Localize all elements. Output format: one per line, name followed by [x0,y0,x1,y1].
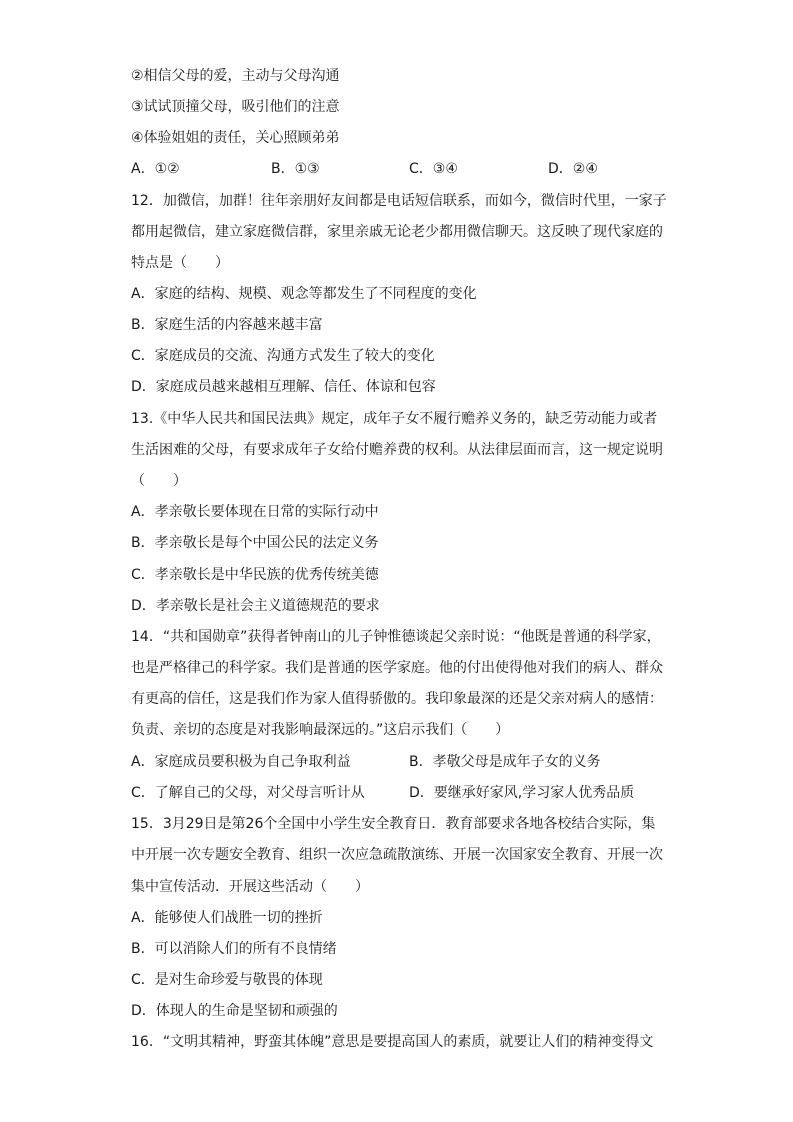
q13-option-a: A．孝亲敬长要体现在日常的实际行动中 [131,504,379,520]
q14-option-b: B．孝敬父母是成年子女的义务 [409,754,601,770]
q12-stem-line-2: 都用起微信，建立家庭微信群，家里亲戚无论老少都用微信聊天。这反映了现代家庭的 [131,224,663,240]
q12-option-a: A．家庭的结构、规模、观念等都发生了不同程度的变化 [131,286,477,302]
q14-option-a: A．家庭成员要积极为自己争取利益 [131,754,351,770]
q13-stem-line-3: （ ） [131,473,187,489]
q12-option-b: B．家庭生活的内容越来越丰富 [131,317,323,333]
q11-option-a: A．①② [131,161,180,177]
q15-stem-line-2: 中开展一次专题安全教育、组织一次应急疏散演练、开展一次国家安全教育、开展一次 [131,847,663,863]
q15-stem-line-3: 集中宣传活动．开展这些活动（ ） [131,879,369,895]
q14-stem-line-1: 14．“共和国勋章”获得者钟南山的儿子钟惟德谈起父亲时说：“他既是普通的科学家， [131,629,661,645]
q15-stem-line-1: 15．3月29日是第26个全国中小学生安全教育日．教育部要求各地各校结合实际，集 [131,816,656,832]
q14-stem-line-4: 负责、亲切的态度是对我影响最深远的。”这启示我们（ ） [131,722,510,738]
q15-option-d: D．体现人的生命是坚韧和顽强的 [131,1003,338,1019]
q14-option-d: D．要继承好家风,学习家人优秀品质 [409,785,635,801]
q11-option-d: D．②④ [548,161,598,177]
q12-option-d: D．家庭成员越来越相互理解、信任、体谅和包容 [131,379,436,395]
q11-item-2: ②相信父母的爱，主动与父母沟通 [131,68,340,84]
q14-option-c: C．了解自己的父母，对父母言听计从 [131,785,365,801]
q13-option-d: D．孝亲敬长是社会主义道德规范的要求 [131,598,380,614]
q11-item-4: ④体验姐姐的责任，关心照顾弟弟 [131,130,340,146]
q13-stem-line-2: 生活困难的父母，有要求成年子女给付赡养费的权利。从法律层面而言，这一规定说明 [131,442,663,458]
q11-item-3: ③试试顶撞父母，吸引他们的注意 [131,99,340,115]
q15-option-c: C．是对生命珍爱与敬畏的体现 [131,972,323,988]
q12-stem-line-3: 特点是（ ） [131,255,229,271]
q14-stem-line-3: 有更高的信任，这是我们作为家人值得骄傲的。我印象最深的还是父亲对病人的感情： [131,691,663,707]
q12-option-c: C．家庭成员的交流、沟通方式发生了较大的变化 [131,348,435,364]
q11-option-c: C．③④ [409,161,458,177]
q15-option-a: A．能够使人们战胜一切的挫折 [131,910,323,926]
q13-option-c: C．孝亲敬长是中华民族的优秀传统美德 [131,567,379,583]
q14-stem-line-2: 也是严格律己的科学家。我们是普通的医学家庭。他的付出使得他对我们的病人、群众 [131,660,663,676]
q15-option-b: B．可以消除人们的所有不良情绪 [131,941,337,957]
q13-option-b: B．孝亲敬长是每个中国公民的法定义务 [131,535,379,551]
q12-stem-line-1: 12．加微信，加群！往年亲朋好友间都是电话短信联系，而如今，微信时代里，一家子 [131,193,667,209]
q13-stem-line-1: 13.《中华人民共和国民法典》规定，成年子女不履行赡养义务的，缺乏劳动能力或者 [131,411,658,427]
q11-option-b: B．①③ [271,161,320,177]
q16-stem-line-1: 16．“文明其精神，野蛮其体魄”意思是要提高国人的素质，就要让人们的精神变得文 [131,1034,654,1050]
